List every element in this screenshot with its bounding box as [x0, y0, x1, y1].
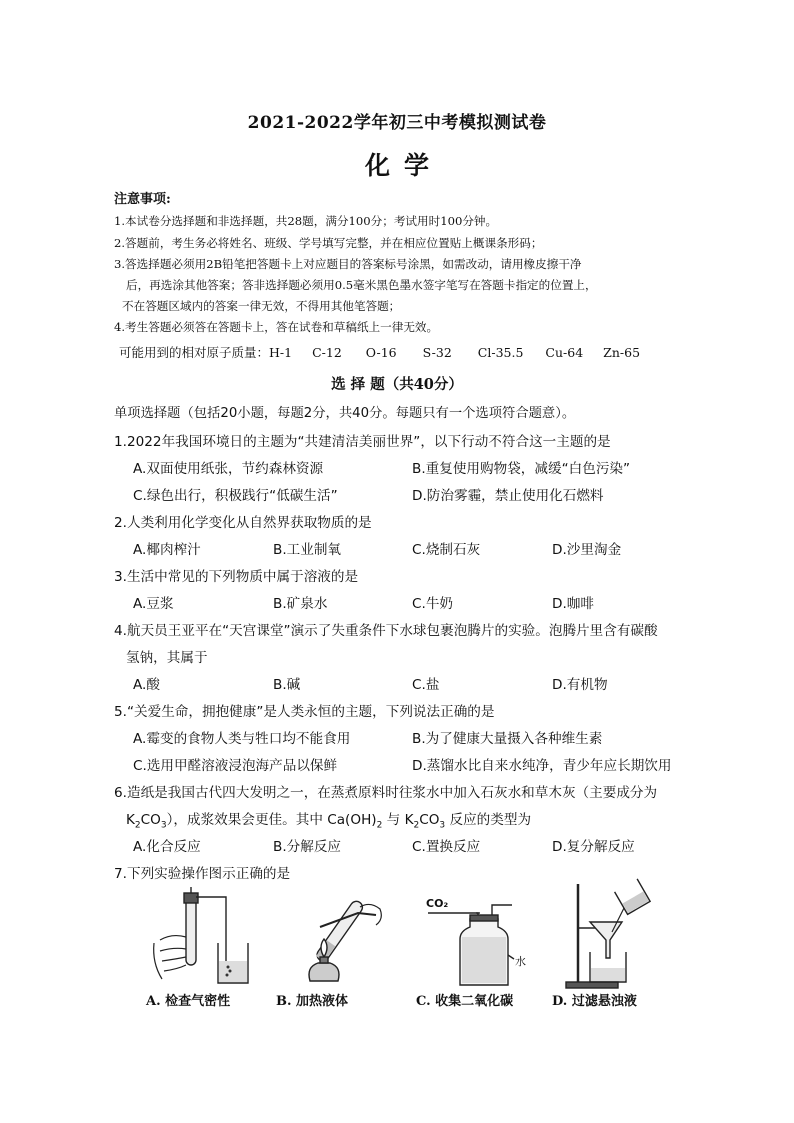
q6-option-c: C.置换反应: [412, 839, 481, 855]
co2-label: CO₂: [426, 897, 449, 910]
question-4: 4.航天员王亚平在“天宫课堂”演示了失重条件下水球包裹泡腾片的实验。泡腾片里含有碳酸: [114, 623, 658, 639]
exam-title: 2021-2022学年初三中考模拟测试卷: [247, 113, 547, 133]
q6-option-b: B.分解反应: [273, 839, 342, 855]
notice-heading: 注意事项:: [114, 192, 171, 207]
q5-option-d: D.蒸馏水比自来水纯净，青少年应长期饮用: [412, 758, 672, 774]
atomic-masses: [119, 343, 640, 361]
q4-option-a: A.酸: [133, 677, 160, 693]
question-4-cont: 氢钠，其属于: [126, 650, 208, 666]
subject-title: 化学: [364, 151, 443, 180]
caption-d: D. 过滤悬浊液: [552, 994, 637, 1009]
question-7: 7.下列实验操作图示正确的是: [114, 866, 291, 882]
question-6-cont: $K_2CO_3$），成浆效果会更佳。其中 $Ca(OH)_2$ 与 $K_2CO_3$ 反应的类型为: [126, 812, 532, 831]
section-title: 选 择 题（共40分）: [331, 376, 463, 393]
q2-option-b: B.工业制氧: [273, 542, 342, 558]
q4-option-b: B.碱: [273, 677, 301, 693]
q3-option-b: B.矿泉水: [273, 596, 328, 612]
question-5: 5.“关爱生命，拥抱健康”是人类永恒的主题，下列说法正确的是: [114, 704, 495, 720]
atomic-masses-label: 可能用到的相对原子质量：: [119, 345, 270, 360]
q4-option-d: D.有机物: [552, 677, 608, 693]
q5-option-c: C.选用甲醛溶液浸泡海产品以保鲜: [133, 758, 338, 774]
q5-option-b: B.为了健康大量摄入各种维生素: [412, 731, 603, 747]
q2-option-d: D.沙里淘金: [552, 542, 622, 558]
q3-option-c: C.牛奶: [412, 596, 454, 612]
q6-option-d: D.复分解反应: [552, 839, 635, 855]
question-2: 2.人类利用化学变化从自然界获取物质的是: [114, 515, 372, 531]
atom-mass: H-1: [269, 345, 293, 360]
q5-option-a: A.霉变的食物人类与牲口均不能食用: [133, 731, 351, 747]
section-instruction: 单项选择题（包括20小题，每题2分，共40分。每题只有一个选项符合题意）。: [114, 406, 576, 421]
figure-filtration: [560, 878, 660, 990]
figure-airtightness: [150, 885, 260, 990]
water-label: 水: [515, 955, 526, 968]
atom-mass: Zn-65: [603, 345, 641, 360]
q3-option-d: D.咖啡: [552, 596, 594, 612]
notice-item: 不在答题区域内的答案一律无效，不得用其他笔答题；: [122, 299, 401, 313]
atom-mass: Cu-64: [545, 345, 584, 360]
caption-b: B. 加热液体: [276, 994, 349, 1009]
q1-option-c: C.绿色出行，积极践行“低碳生活”: [133, 488, 338, 504]
question-1: 1.2022年我国环境日的主题为“共建清洁美丽世界”，以下行动不符合这一主题的是: [114, 434, 611, 450]
q2-option-c: C.烧制石灰: [412, 542, 481, 558]
figure-collect-co2: [420, 885, 530, 990]
q2-option-a: A.椰肉榨汁: [133, 542, 201, 558]
atom-mass: Cl-35.5: [477, 345, 524, 360]
q1-option-a: A.双面使用纸张，节约森林资源: [133, 461, 324, 477]
q1-option-b: B.重复使用购物袋，减缓“白色污染”: [412, 461, 631, 477]
caption-c: C. 收集二氧化碳: [416, 994, 514, 1009]
question-6: 6.造纸是我国古代四大发明之一，在蒸煮原料时往浆水中加入石灰水和草木灰（主要成分为: [114, 785, 658, 801]
figure-heating-liquid: [290, 885, 390, 990]
atom-mass: S-32: [422, 345, 452, 360]
notice-item: 后，再选涂其他答案；答非选择题必须用0.5毫米黑色墨水签字笔写在答题卡指定的位置上，: [126, 278, 597, 292]
question-3: 3.生活中常见的下列物质中属于溶液的是: [114, 569, 359, 585]
q1-option-d: D.防治雾霾，禁止使用化石燃料: [412, 488, 604, 504]
q3-option-a: A.豆浆: [133, 596, 174, 612]
notice-item: 1.本试卷分选择题和非选择题，共28题，满分100分；考试用时100分钟。: [114, 214, 498, 228]
atom-mass: O-16: [365, 345, 397, 360]
notice-item: 4.考生答题必须答在答题卡上，答在试卷和草稿纸上一律无效。: [114, 320, 439, 334]
q6-option-a: A.化合反应: [133, 839, 201, 855]
atom-mass: C-12: [312, 345, 342, 360]
caption-a: A. 检查气密性: [146, 994, 231, 1009]
notice-item: 2.答题前，考生务必将姓名、班级、学号填写完整，并在相应位置贴上概课条形码；: [114, 236, 543, 250]
q4-option-c: C.盐: [412, 677, 440, 693]
notice-item: 3.答选择题必须用2B铅笔把答题卡上对应题目的答案标号涂黑，如需改动，请用橡皮擦干净: [114, 257, 582, 271]
